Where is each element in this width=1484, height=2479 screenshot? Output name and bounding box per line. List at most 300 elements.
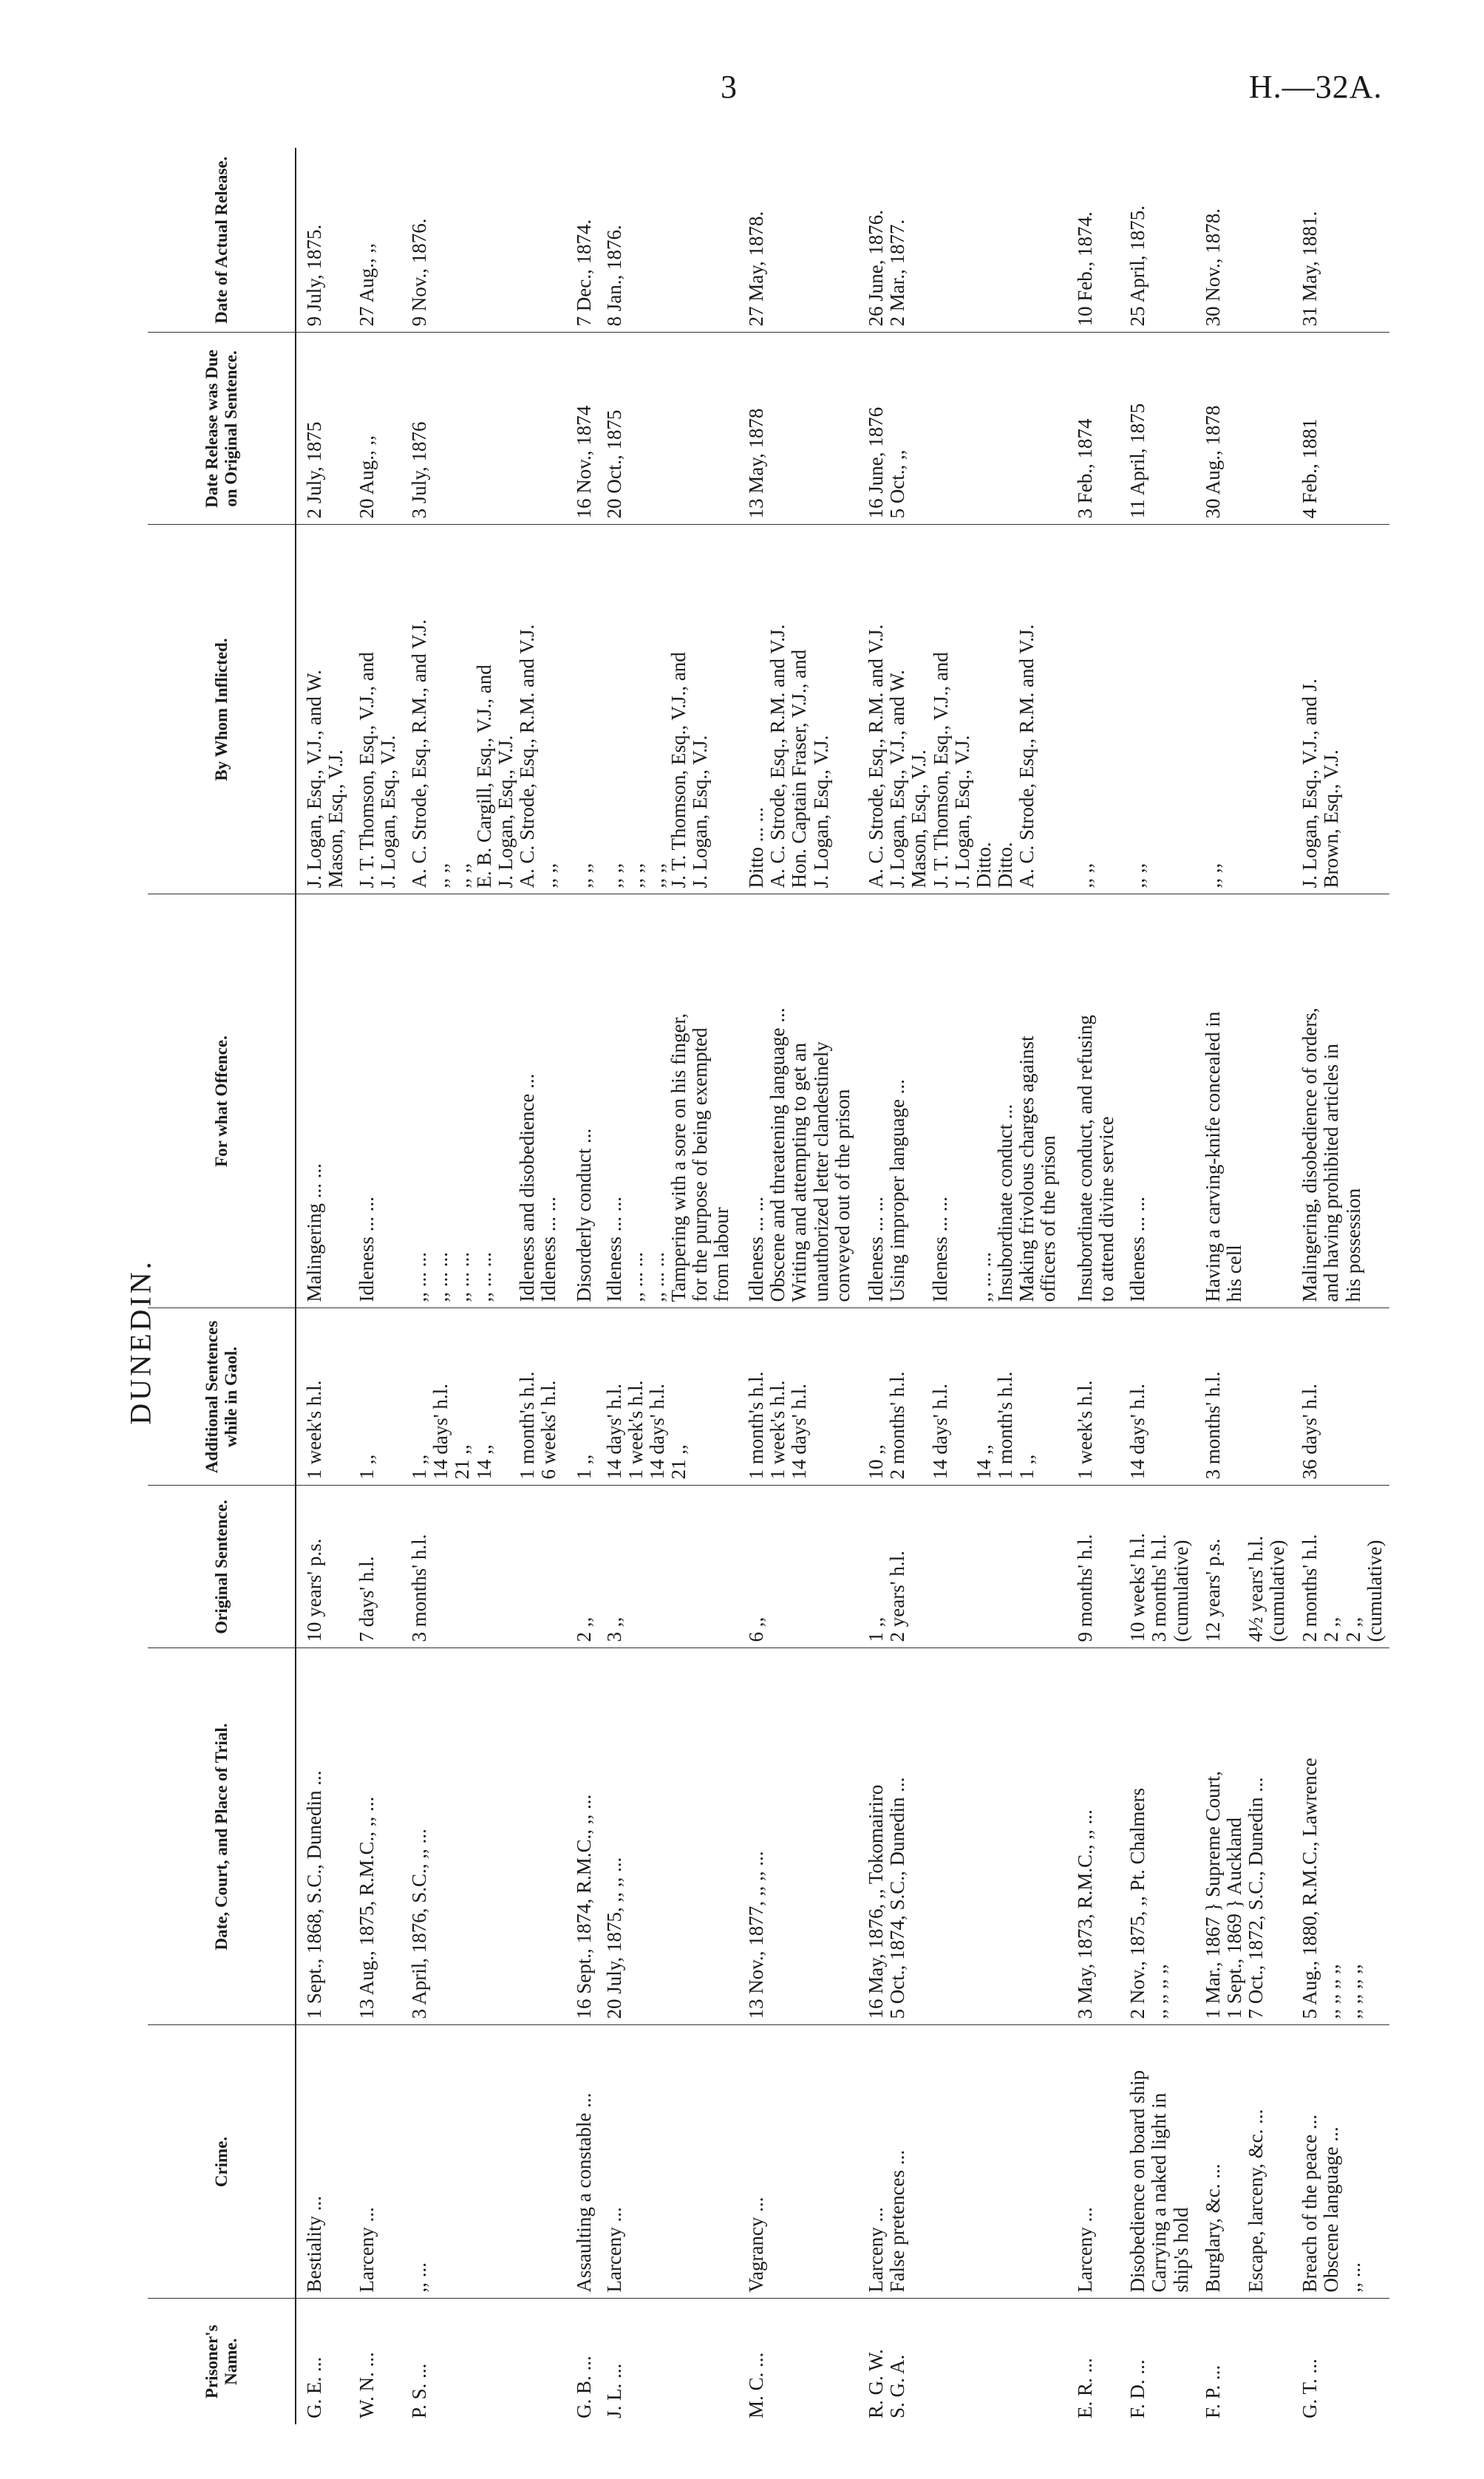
table-row [1120, 148, 1194, 2424]
additional-sentence-cell [401, 1308, 566, 1486]
crime-line: Carrying a naked light in [1148, 2092, 1171, 2293]
additional-sentence-line: 14 days' h.l. [788, 1384, 811, 1480]
offence-line: to attend divine service [1095, 1116, 1118, 1302]
inflicted-by-line: ,, ,, [429, 863, 452, 888]
original-sentence-cell [566, 1486, 596, 1648]
col-header: Original Sentence. [148, 1486, 296, 1648]
actual-release-line: 26 June, 1876. [865, 210, 888, 327]
additional-sentence-cell [1120, 1308, 1194, 1486]
crime-line: ship's hold [1169, 2207, 1192, 2293]
offence-line: ,, ... ... [429, 1252, 452, 1302]
inflicted-by-cell [858, 525, 1067, 894]
original-sentence-cell [401, 1486, 566, 1648]
col-header: Crime. [148, 2025, 296, 2299]
offence-line: Malingering, disobedience of orders, [1298, 1007, 1321, 1302]
table-row [596, 148, 738, 2424]
section-heading: DUNEDIN. [123, 1258, 157, 1425]
trial-details-cell [566, 1648, 596, 2025]
crime-line: Vagrancy ... [745, 2197, 768, 2293]
offence-line: ,, ... ... [645, 1252, 668, 1302]
offence-cell [1195, 894, 1293, 1308]
original-sentence-cell [349, 1486, 401, 1648]
original-sentence-line: 3 ,, [602, 1616, 625, 1642]
offence-line: officers of the prison [1037, 1135, 1060, 1302]
crime-line: Breach of the peace ... [1298, 2114, 1321, 2293]
inflicted-by-cell [1067, 525, 1120, 894]
prisoner-name-line: F. P. ... [1201, 2364, 1224, 2418]
crime-line: ,, ... [1341, 2262, 1364, 2293]
offence-line: Malingering ... ... [303, 1163, 325, 1302]
table-row [349, 148, 401, 2424]
original-sentence-line: 1 ,, [865, 1616, 888, 1642]
offence-cell [1292, 894, 1389, 1308]
crime-cell [596, 2025, 738, 2299]
actual-release-line: 2 Mar., 1877. [886, 219, 909, 327]
release-due-cell [566, 333, 596, 525]
col-header: Prisoner's Name. [148, 2299, 296, 2424]
additional-sentence-line: 1 week's h.l. [766, 1380, 789, 1480]
actual-release-line: 10 Feb., 1874. [1074, 211, 1097, 327]
prisoner-name-cell [738, 2299, 858, 2424]
trial-details-cell [1292, 1648, 1389, 2025]
offence-line: ,, ... ... [408, 1252, 431, 1302]
actual-release-line: 25 April, 1875. [1126, 205, 1149, 327]
inflicted-by-line: ,, ,, [645, 863, 668, 888]
offence-line: Disorderly conduct ... [572, 1128, 595, 1302]
trial-details-cell [349, 1648, 401, 2025]
offence-line: conveyed out of the prison [831, 1089, 854, 1302]
header-row [148, 148, 296, 2424]
offence-cell [858, 894, 1067, 1308]
trial-details-cell [858, 1648, 1067, 2025]
original-sentence-line: 2 ,, [1320, 1616, 1343, 1642]
table-body [296, 148, 1389, 2424]
offence-cell [296, 894, 349, 1308]
prisoner-name-line: F. D. ... [1126, 2359, 1149, 2418]
crime-line [1224, 2032, 1245, 2293]
inflicted-by-line: Ditto. [972, 842, 995, 888]
crime-cell [1195, 2025, 1293, 2299]
inflicted-by-line: ,, ,, [602, 863, 625, 888]
inflicted-by-line: A. C. Strode, Esq., R.M. and V.J. [515, 624, 538, 888]
additional-sentence-line: 14 ,, [472, 1444, 495, 1480]
inflicted-by-line: ,, ,, [572, 863, 595, 888]
prisoner-name-line: M. C. ... [745, 2352, 768, 2418]
additional-sentence-line: 21 ,, [667, 1444, 690, 1480]
additional-sentence-line: 36 days' h.l. [1298, 1384, 1321, 1480]
prisoner-name-cell [1292, 2299, 1389, 2424]
inflicted-by-line: J. Logan, Esq., V.J., and W. [303, 670, 325, 888]
col-header: Date Release was Due on Original Sentence. [148, 333, 296, 525]
offence-line: Idleness ... ... [355, 1197, 378, 1302]
crime-cell [738, 2025, 858, 2299]
trial-details-line: 5 Oct., 1874, S.C., Dunedin ... [886, 1777, 909, 2019]
release-due-line: 11 April, 1875 [1126, 403, 1149, 519]
original-sentence-line: (cumulative) [1363, 1540, 1386, 1642]
original-sentence-line: 10 weeks' h.l. [1126, 1533, 1149, 1642]
actual-release-cell [858, 148, 1067, 333]
original-sentence-line: 12 years' p.s. [1201, 1538, 1224, 1642]
release-due-line: 2 July, 1875 [303, 421, 325, 519]
inflicted-by-line: J. Logan, Esq., V.J. [689, 735, 712, 888]
prisoner-name-line: R. G. W. [865, 2349, 888, 2418]
trial-details-cell [596, 1648, 738, 2025]
release-due-cell [349, 333, 401, 525]
offence-line: Idleness and disobedience ... [515, 1073, 538, 1302]
offence-line: Writing and attempting to get an [788, 1042, 811, 1302]
page-number: 3 [721, 69, 737, 105]
offence-line: Idleness ... ... [602, 1197, 625, 1302]
inflicted-by-line: J. Logan, Esq., V.J., and J. [1298, 679, 1321, 888]
inflicted-by-line: ,, ,, [1126, 863, 1149, 888]
additional-sentence-cell [1195, 1308, 1293, 1486]
offence-line: Using improper language ... [886, 1079, 909, 1302]
original-sentence-line [1224, 1492, 1245, 1642]
inflicted-by-line: ,, ,, [1201, 863, 1224, 888]
original-sentence-line: 2 ,, [572, 1616, 595, 1642]
release-due-cell [738, 333, 858, 525]
offence-cell [566, 894, 596, 1308]
offence-line: Idleness ... ... [1126, 1197, 1149, 1302]
crime-line: Assaulting a constable ... [572, 2092, 595, 2293]
inflicted-by-line: Hon. Captain Fraser, V.J., and [788, 649, 811, 888]
trial-details-line: 3 April, 1876, S.C., ,, ... [408, 1829, 431, 2019]
additional-sentence-line [952, 1315, 973, 1480]
trial-details-line: 1 Sept., 1869 } Auckland [1222, 1817, 1245, 2019]
release-due-line: 20 Aug., ,, [355, 435, 378, 519]
inflicted-by-line: Ditto. [994, 842, 1017, 888]
inflicted-by-line: Brown, Esq., V.J. [1320, 749, 1343, 888]
crime-cell [1067, 2025, 1120, 2299]
original-sentence-line: 3 months' h.l. [1148, 1534, 1171, 1642]
additional-sentence-cell [349, 1308, 401, 1486]
offence-line: Tampering with a sore on his finger, [667, 1013, 690, 1302]
release-due-line: 30 Aug., 1878 [1201, 405, 1224, 519]
original-sentence-line: 6 ,, [745, 1616, 768, 1642]
crime-line: Larceny ... [1074, 2207, 1097, 2293]
inflicted-by-line: A. C. Strode, Esq., R.M., and V.J. [408, 619, 431, 888]
offence-line: Obscene and threatening language ... [766, 1007, 789, 1302]
prisoner-name-cell [401, 2299, 566, 2424]
release-due-line: 16 June, 1876 [865, 407, 888, 519]
actual-release-line: 9 July, 1875. [303, 224, 325, 327]
additional-sentence-line: 3 months' h.l. [1201, 1371, 1224, 1480]
inflicted-by-line: J. Logan, Esq., V.J., and W. [886, 670, 909, 888]
inflicted-by-cell [349, 525, 401, 894]
offence-line: ,, ... ... [624, 1252, 647, 1302]
offence-line: Making frivolous charges against [1015, 1036, 1038, 1302]
additional-sentence-line: 14 ,, [972, 1444, 995, 1480]
offence-cell [1067, 894, 1120, 1308]
original-sentence-line: (cumulative) [1265, 1540, 1288, 1642]
trial-details-line: 13 Aug., 1875, R.M.C., ,, ... [355, 1796, 378, 2019]
additional-sentence-line: 14 days' h.l. [429, 1384, 452, 1480]
original-sentence-line: (cumulative) [1169, 1540, 1192, 1642]
actual-release-cell [401, 148, 566, 333]
actual-release-line: 27 May, 1878. [745, 211, 768, 327]
trial-details-cell [296, 1648, 349, 2025]
release-due-line: 13 May, 1878 [745, 408, 768, 519]
inflicted-by-line: J. Logan, Esq., V.J. [494, 735, 517, 888]
additional-sentence-line: 14 days' h.l. [645, 1384, 668, 1480]
inflicted-by-line: J. Logan, Esq., V.J. [950, 735, 973, 888]
prisoner-name-line: W. N. ... [355, 2352, 378, 2418]
additional-sentence-line: 1 week's h.l. [303, 1380, 325, 1480]
inflicted-by-cell [296, 525, 349, 894]
original-sentence-cell [858, 1486, 1067, 1648]
additional-sentence-line: 1 ,, [408, 1454, 431, 1480]
additional-sentence-cell [858, 1308, 1067, 1486]
additional-sentence-line: 1 ,, [1015, 1454, 1038, 1480]
actual-release-cell [1195, 148, 1293, 333]
inflicted-by-line: ,, ,, [537, 863, 560, 888]
release-due-cell [596, 333, 738, 525]
inflicted-by-line: J. T. Thomson, Esq., V.J., and [355, 652, 378, 888]
offence-line: for the purpose of being exempted [689, 1027, 712, 1302]
trial-details-line: 1 Mar., 1867 } Supreme Court, [1201, 1771, 1224, 2019]
additional-sentence-cell [1292, 1308, 1389, 1486]
release-due-cell [1292, 333, 1389, 525]
trial-details-line: 16 May, 1876, ,, Tokomairiro [865, 1784, 888, 2019]
original-sentence-line: 10 years' p.s. [303, 1538, 325, 1642]
release-due-line: 4 Feb., 1881 [1298, 418, 1321, 519]
actual-release-line: 7 Dec., 1874. [572, 219, 595, 327]
offence-line: ,, ... ... [472, 1252, 495, 1302]
prisoner-name-cell [596, 2299, 738, 2424]
crime-line: Bestiality ... [303, 2196, 325, 2293]
release-due-cell [1120, 333, 1194, 525]
additional-sentence-line: 14 days' h.l. [1126, 1384, 1149, 1480]
offence-line: and having prohibited articles in [1320, 1044, 1343, 1302]
inflicted-by-cell [1120, 525, 1194, 894]
offence-line [952, 901, 973, 1302]
trial-details-line: 7 Oct., 1872, S.C., Dunedin ... [1244, 1777, 1267, 2019]
release-due-line: 20 Oct., 1875 [602, 409, 625, 519]
crime-line: Obscene language ... [1320, 2126, 1343, 2293]
offence-line: from labour [710, 1207, 733, 1302]
additional-sentence-cell [566, 1308, 596, 1486]
additional-sentence-line [495, 1315, 517, 1480]
additional-sentence-cell [596, 1308, 738, 1486]
actual-release-cell [296, 148, 349, 333]
actual-release-line: 27 Aug., ,, [355, 242, 378, 327]
release-due-cell [1195, 333, 1293, 525]
prisoner-name-line: J. L. ... [602, 2363, 625, 2418]
crime-line: ,, ... [408, 2262, 431, 2293]
inflicted-by-line: J. T. Thomson, Esq., V.J., and [667, 652, 690, 888]
crime-cell [1120, 2025, 1194, 2299]
trial-details-line: 2 Nov., 1875, ,, Pt. Chalmers [1126, 1788, 1149, 2019]
inflicted-by-line: ,, ,, [451, 863, 474, 888]
release-due-cell [858, 333, 1067, 525]
crime-line: Burglary, &c. ... [1201, 2163, 1224, 2293]
prisoner-name-cell [349, 2299, 401, 2424]
offence-line: Having a carving-knife concealed in [1201, 1011, 1224, 1302]
release-due-line: 5 Oct., ,, [886, 449, 909, 519]
release-due-cell [296, 333, 349, 525]
table-row [296, 148, 349, 2424]
series-number: H.—32A. [1249, 69, 1383, 105]
table-row [566, 148, 596, 2424]
original-sentence-cell [1067, 1486, 1120, 1648]
additional-sentence-line: 6 weeks' h.l. [537, 1380, 559, 1480]
inflicted-by-line: A. C. Strode, Esq., R.M. and V.J. [766, 624, 789, 888]
trial-details-line: 20 July, 1875, ,, ,, ... [602, 1857, 625, 2019]
inflicted-by-line: Mason, Esq., V.J. [908, 749, 930, 888]
prisoner-name-line: G. E. ... [303, 2356, 325, 2418]
prisoner-name-cell [296, 2299, 349, 2424]
additional-sentence-line: 2 months' h.l. [886, 1371, 909, 1480]
col-header: For what Offence. [148, 894, 296, 1308]
release-due-cell [1067, 333, 1120, 525]
trial-details-line: 1 Sept., 1868, S.C., Dunedin ... [303, 1770, 325, 2019]
offence-line [495, 901, 517, 1302]
inflicted-by-cell [1195, 525, 1293, 894]
trial-details-line: 16 Sept., 1874, R.M.C., ,, ... [572, 1794, 595, 2019]
offence-line: Idleness ... ... [929, 1197, 952, 1302]
table-row [1195, 148, 1293, 2424]
trial-details-cell [1067, 1648, 1120, 2025]
prisoner-name-line: P. S. ... [408, 2363, 431, 2418]
original-sentence-cell [1195, 1486, 1293, 1648]
actual-release-line: 31 May, 1881. [1298, 211, 1321, 327]
crime-line: False pretences ... [886, 2149, 909, 2293]
offence-cell [738, 894, 858, 1308]
inflicted-by-line: A. C. Strode, Esq., R.M. and V.J. [865, 624, 888, 888]
offence-cell [1120, 894, 1194, 1308]
col-header: Date of Actual Release. [148, 148, 296, 333]
prisoner-name-cell [858, 2299, 1067, 2424]
offence-line: unauthorized letter clandestinely [809, 1041, 832, 1302]
inflicted-by-cell [738, 525, 858, 894]
table-row [738, 148, 858, 2424]
additional-sentence-line: 1 month's h.l. [515, 1371, 538, 1480]
additional-sentence-line: 14 days' h.l. [602, 1384, 625, 1480]
crime-cell [349, 2025, 401, 2299]
crime-cell [566, 2025, 596, 2299]
offence-line [908, 901, 930, 1302]
inflicted-by-line: Mason, Esq., V.J. [324, 749, 347, 888]
release-due-cell [401, 333, 566, 525]
actual-release-cell [349, 148, 401, 333]
prisoner-name-cell [566, 2299, 596, 2424]
prisoner-name-line: G. B. ... [572, 2356, 595, 2418]
trial-details-cell [401, 1648, 566, 2025]
return-table [148, 148, 1389, 2424]
inflicted-by-line: J. Logan, Esq., V.J. [377, 735, 400, 888]
additional-sentence-line: 1 month's h.l. [745, 1371, 768, 1480]
inflicted-by-cell [1292, 525, 1389, 894]
offence-cell [596, 894, 738, 1308]
offence-line: Idleness ... ... [745, 1197, 768, 1302]
table-row [401, 148, 566, 2424]
crime-line: Disobedience on board ship [1126, 2070, 1149, 2293]
additional-sentence-line [908, 1315, 930, 1480]
additional-sentence-line: 1 week's h.l. [1074, 1380, 1097, 1480]
crime-line: Larceny ... [355, 2207, 378, 2293]
additional-sentence-cell [738, 1308, 858, 1486]
offence-line: Idleness ... ... [537, 1197, 559, 1302]
trial-details-cell [738, 1648, 858, 2025]
additional-sentence-line: 21 ,, [451, 1444, 474, 1480]
table-row [1067, 148, 1120, 2424]
trial-details-line: 13 Nov., 1877, ,, ,, ... [745, 1851, 768, 2019]
actual-release-line: 8 Jan., 1876. [602, 225, 625, 327]
actual-release-cell [738, 148, 858, 333]
table-row [1292, 148, 1389, 2424]
original-sentence-cell [296, 1486, 349, 1648]
additional-sentence-line: 1 ,, [572, 1454, 595, 1480]
prisoner-name-cell [1120, 2299, 1194, 2424]
prisoner-name-line: S. G. A. [886, 2354, 909, 2418]
original-sentence-line: 7 days' h.l. [355, 1556, 378, 1642]
inflicted-by-line: A. C. Strode, Esq., R.M. and V.J. [1015, 624, 1038, 888]
actual-release-cell [566, 148, 596, 333]
additional-sentence-line: 14 days' h.l. [929, 1384, 952, 1480]
inflicted-by-cell [596, 525, 738, 894]
offence-line: Insubordinate conduct ... [993, 1104, 1016, 1302]
inflicted-by-line: J. T. Thomson, Esq., V.J., and [929, 652, 952, 888]
crime-line: Larceny ... [602, 2207, 625, 2293]
original-sentence-cell [1292, 1486, 1389, 1648]
prisoner-name-cell [1067, 2299, 1120, 2424]
crime-cell [401, 2025, 566, 2299]
prisoner-name-line: G. T. ... [1298, 2359, 1321, 2418]
additional-sentence-line: 10 ,, [865, 1444, 888, 1480]
crime-line: Escape, larceny, &c. ... [1244, 2109, 1267, 2293]
trial-details-cell [1120, 1648, 1194, 2025]
actual-release-cell [596, 148, 738, 333]
inflicted-by-line: E. B. Cargill, Esq., V.J., and [472, 664, 495, 888]
original-sentence-cell [1120, 1486, 1194, 1648]
additional-sentence-cell [1067, 1308, 1120, 1486]
trial-details-line: ,, ,, ,, ,, [1341, 1964, 1364, 2019]
table-row [858, 148, 1067, 2424]
offence-line: his possession [1341, 1188, 1364, 1302]
inflicted-by-line: ,, ,, [624, 863, 647, 888]
actual-release-cell [1067, 148, 1120, 333]
offence-line: ,, ... ... [451, 1252, 474, 1302]
crime-cell [296, 2025, 349, 2299]
additional-sentence-line: 1 month's h.l. [993, 1371, 1016, 1480]
additional-sentence-cell [296, 1308, 349, 1486]
original-sentence-line: 2 years' h.l. [886, 1551, 909, 1642]
original-sentence-line: 2 ,, [1341, 1616, 1364, 1642]
rotated-table-frame [148, 148, 1389, 2424]
trial-details-line: ,, ,, ,, ,, [1148, 1964, 1171, 2019]
release-due-line: 3 July, 1876 [408, 421, 431, 519]
col-header: Date, Court, and Place of Trial. [148, 1648, 296, 2025]
offence-line: his cell [1222, 1245, 1245, 1302]
trial-details-line: ,, ,, ,, ,, [1320, 1964, 1343, 2019]
crime-line: Larceny ... [865, 2207, 888, 2293]
trial-details-line: 5 Aug., 1880, R.M.C., Lawrence [1298, 1758, 1321, 2019]
offence-line: ,, ... ... [972, 1252, 995, 1302]
release-due-line: 3 Feb., 1874 [1074, 418, 1097, 519]
original-sentence-cell [738, 1486, 858, 1648]
actual-release-cell [1292, 148, 1389, 333]
col-header: By Whom Inflicted. [148, 525, 296, 894]
original-sentence-line: 3 months' h.l. [408, 1534, 431, 1642]
prisoner-name-line: E. R. ... [1074, 2358, 1097, 2418]
inflicted-by-line: ,, ,, [1074, 863, 1097, 888]
trial-details-cell [1195, 1648, 1293, 2025]
offence-line: Idleness ... ... [865, 1197, 888, 1302]
actual-release-cell [1120, 148, 1194, 333]
offence-cell [401, 894, 566, 1308]
table-area [148, 148, 1389, 2424]
inflicted-by-line: J. Logan, Esq., V.J. [809, 735, 832, 888]
